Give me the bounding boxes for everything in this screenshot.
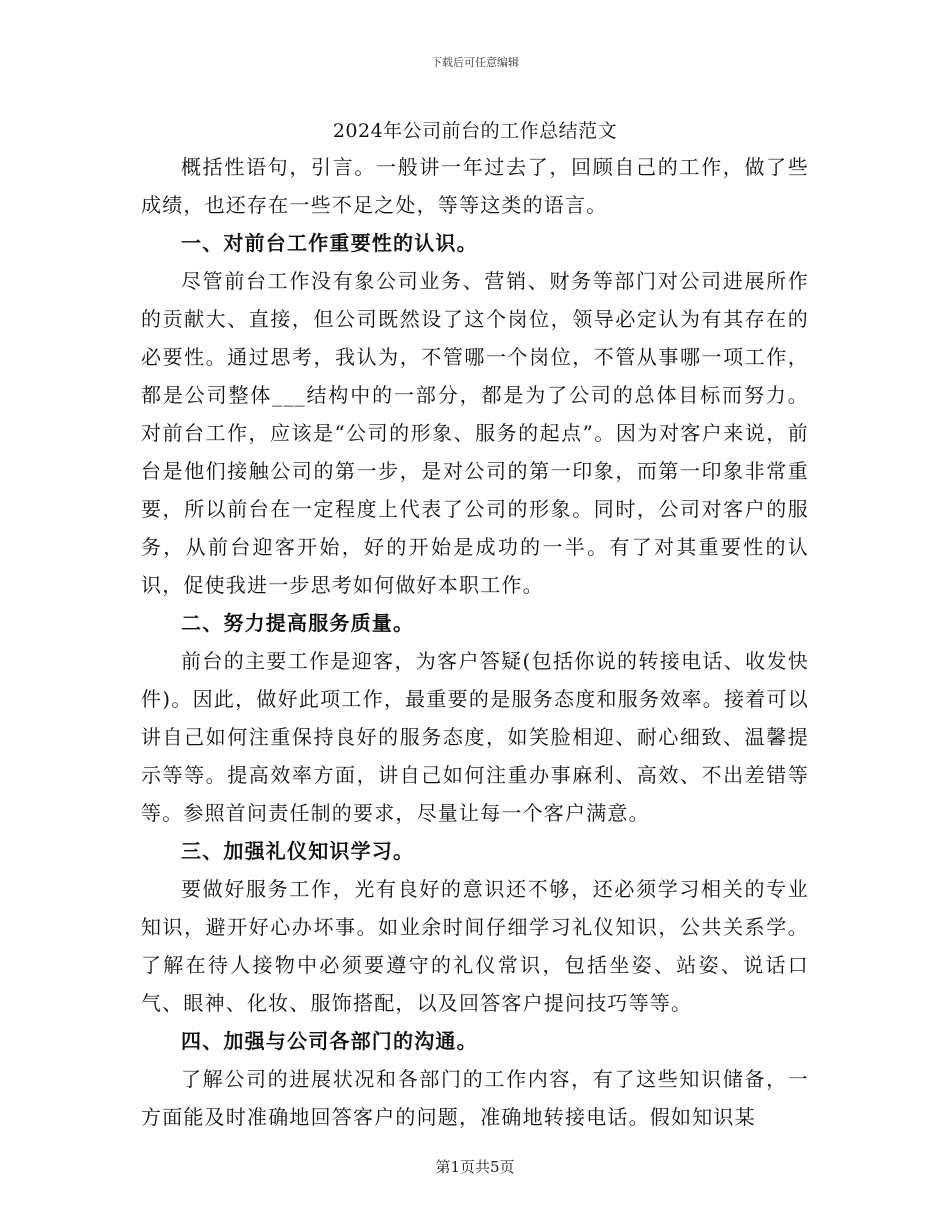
document-body: [141, 114, 809, 1136]
section-body-3: 要做好服务工作，光有良好的意识还不够，还必须学习相关的专业知识，避开好心办坏事。如业余时间仔细学习礼仪知识，公共关系学。了解在待人接物中必须要遵守的礼仪常识，包括坐姿、站姿、说话口气、眼神、化妆、服饰搭配，以及回答客户提问技巧等等。: [141, 877, 809, 1015]
intro-paragraph: 概括性语句，引言。一般讲一年过去了，回顾自己的工作，做了些成绩，也还存在一些不足之处，等等这类的语言。: [141, 155, 809, 217]
section-heading-2: 二、努力提高服务质量。: [181, 611, 415, 635]
section-body-2: 前台的主要工作是迎客，为客户答疑(包括你说的转接电话、收发快件)。因此，做好此项工作，最重要的是服务态度和服务效率。接着可以讲自己如何注重保持良好的服务态度，如笑脸相迎、耐心细致、温馨提示等等。提高效率方面，讲自己如何注重办事麻利、高效、不出差错等等。参照首问责任制的要求，尽量让每一个客户满意。: [141, 649, 809, 825]
document-title: 2024年公司前台的工作总结范文: [332, 120, 618, 142]
section-heading-4: 四、加强与公司各部门的沟通。: [181, 1029, 478, 1053]
section-body-1: 尽管前台工作没有象公司业务、营销、财务等部门对公司进展所作的贡献大、直接，但公司既然设了这个岗位，领导必定认为有其存在的必要性。通过思考，我认为，不管哪一个岗位，不管从事哪一项工作，都是公司整体___结构中的一部分，都是为了公司的总体目标而努力。对前台工作，应该是“公司的形象、服务的起点”。因为对客户来说，前台是他们接触公司的第一步，是对公司的第一印象，而第一印象非常重要，所以前台在一定程度上代表了公司的形象。同时，公司对客户的服务，从前台迎客开始，好的开始是成功的一半。有了对其重要性的认识，促使我进一步思考如何做好本职工作。: [141, 269, 809, 597]
page-number: 第1页共5页: [435, 1158, 515, 1176]
section-heading-3: 三、加强礼仪知识学习。: [181, 839, 415, 863]
header-note: 下载后可任意编辑: [431, 56, 519, 69]
section-heading-1: 一、对前台工作重要性的认识。: [181, 231, 478, 255]
section-body-4: 了解公司的进展状况和各部门的工作内容，有了这些知识储备，一方面能及时准确地回答客户的问题，准确地转接电话。假如知识某: [141, 1067, 809, 1129]
